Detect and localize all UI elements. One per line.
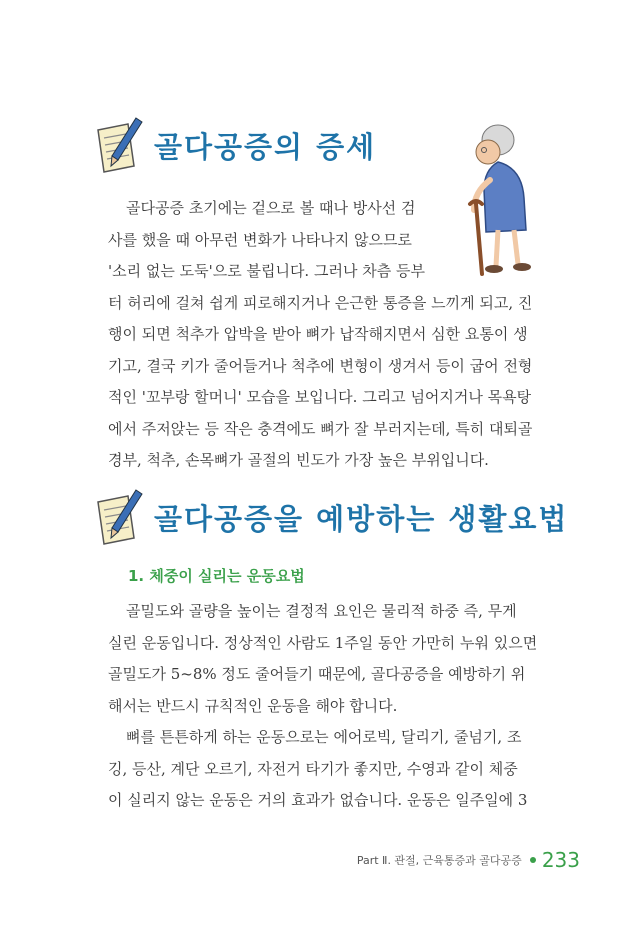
page-number: 233 <box>541 848 580 872</box>
text-line: '소리 없는 도둑'으로 불립니다. 그러나 차츰 등부 <box>108 262 425 280</box>
text-line: 이 실리지 않는 운동은 거의 효과가 없습니다. 운동은 일주일에 3 <box>108 791 528 809</box>
symptoms-paragraph-full <box>108 288 550 477</box>
memo-pen-icon <box>92 488 144 546</box>
text-line: 깅, 등산, 계단 오르기, 자전거 타기가 좋지만, 수영과 같이 체중 <box>108 759 518 778</box>
text-line: 골밀도가 5~8% 정도 줄어들기 때문에, 골다공증을 예방하기 위 <box>108 665 526 683</box>
text-line: 골다공증 초기에는 겉으로 볼 때나 방사선 검 <box>126 199 416 217</box>
text-line: 사를 했을 때 아무런 변화가 나타나지 않으므로 <box>108 230 412 249</box>
section-heading-prevention <box>92 488 568 546</box>
page-footer <box>357 848 580 872</box>
hunched-grandmother-illustration <box>440 118 550 278</box>
text-line: 골밀도와 골량을 높이는 결정적 요인은 물리적 하중 즉, 무게 <box>126 602 517 620</box>
section-title: 골다공증의 증세 <box>154 129 377 164</box>
text-line: 에서 주저앉는 등 작은 충격에도 뼈가 잘 부러지는데, 특히 대퇴골 <box>108 419 533 438</box>
symptoms-paragraph-wrapped <box>108 193 438 225</box>
section-title: 골다공증을 예방하는 생활요법 <box>154 501 569 536</box>
text-line: 기고, 결국 키가 줄어들거나 척추에 변형이 생겨서 등이 굽어 전형 <box>108 356 533 375</box>
subheading-exercise: 1. 체중이 실리는 운동요법 <box>128 567 305 585</box>
section-heading-symptoms <box>92 116 376 174</box>
text-line: 뼈를 튼튼하게 하는 운동으로는 에어로빅, 달리기, 줄넘기, 조 <box>126 728 522 746</box>
symptoms-paragraph-wrapped <box>108 225 438 288</box>
memo-pen-icon <box>92 116 144 174</box>
text-line: 실린 운동입니다. 정상적인 사람도 1주일 동안 가만히 누워 있으면 <box>108 633 538 652</box>
bullet-dot-icon <box>530 857 536 863</box>
text-line: 경부, 척추, 손목뼈가 골절의 빈도가 가장 높은 부위입니다. <box>108 451 489 469</box>
prevention-paragraph <box>108 596 550 817</box>
text-line: 해서는 반드시 규칙적인 운동을 해야 합니다. <box>108 696 398 715</box>
text-line: 터 허리에 걸쳐 쉽게 피로해지거나 은근한 통증을 느끼게 되고, 진 <box>108 293 533 312</box>
text-line: 적인 '꼬부랑 할머니' 모습을 보입니다. 그리고 넘어지거나 목욕탕 <box>108 388 532 406</box>
part-label: Part Ⅱ. 관절, 근육통증과 골다공증 <box>356 854 522 867</box>
text-line: 행이 되면 척추가 압박을 받아 뼈가 납작해지면서 심한 요통이 생 <box>108 325 528 343</box>
